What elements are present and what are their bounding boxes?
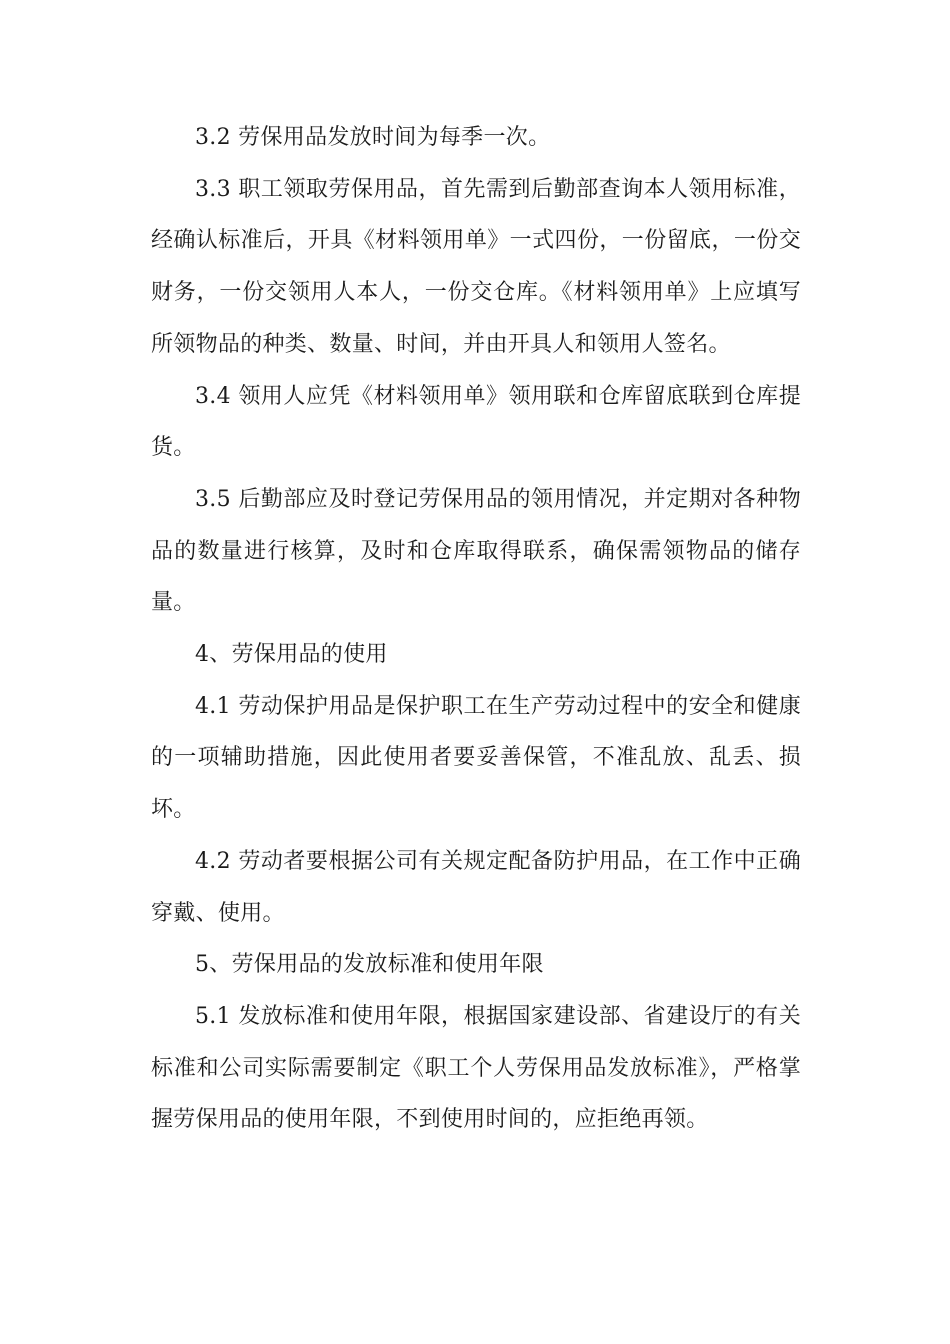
paragraph-5-1: 5.1 发放标准和使用年限，根据国家建设部、省建设厅的有关标准和公司实际需要制定《职工个人劳保用品发放标准》，严格掌握劳保用品的使用年限，不到使用时间的，应拒绝再领。 (151, 1003, 801, 1133)
paragraph-3-5: 3.5 后勤部应及时登记劳保用品的领用情况，并定期对各种物品的数量进行核算，及时和仓库取得联系，确保需领物品的储存量。 (151, 486, 801, 616)
paragraph-3-2: 3.2 劳保用品发放时间为每季一次。 (195, 125, 551, 150)
section-heading-5: 5、劳保用品的发放标准和使用年限 (195, 952, 544, 978)
document-body (151, 112, 801, 1146)
paragraph-3-3: 3.3 职工领取劳保用品，首先需到后勤部查询本人领用标准，经确认标准后，开具《材料领用单》一式四份，一份留底，一份交财务，一份交领用人本人，一份交仓库。《材料领用单》上应填写所领物品的种类、数量、时间，并由开具人和领用人签名。 (151, 176, 801, 357)
paragraph-4-1: 4.1 劳动保护用品是保护职工在生产劳动过程中的安全和健康的一项辅助措施，因此使用者要妥善保管，不准乱放、乱丢、损坏。 (151, 693, 801, 823)
paragraph-3-4: 3.4 领用人应凭《材料领用单》领用联和仓库留底联到仓库提货。 (151, 383, 801, 461)
paragraph-4-2: 4.2 劳动者要根据公司有关规定配备防护用品，在工作中正确穿戴、使用。 (151, 848, 801, 926)
section-heading-4: 4、劳保用品的使用 (195, 642, 388, 668)
